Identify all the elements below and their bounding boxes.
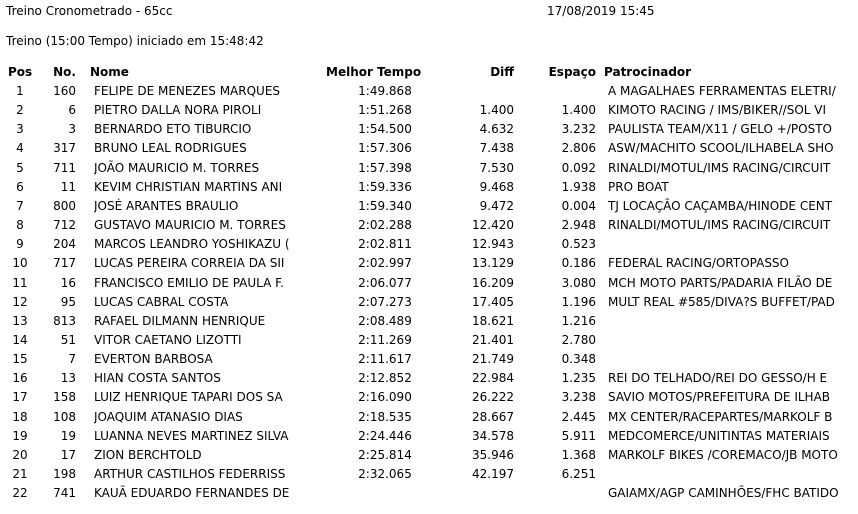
pos-cell: 11 [12, 275, 28, 290]
name-cell: EVERTON BARBOSA [94, 352, 213, 367]
pos-cell: 20 [12, 447, 28, 462]
diff-cell: 21.401 [472, 332, 514, 347]
table-row [0, 485, 858, 501]
pos-cell: 22 [12, 486, 28, 501]
gap-cell: 2.806 [561, 141, 596, 156]
gap-cell: 1.400 [561, 103, 596, 118]
sponsor-cell: KIMOTO RACING / IMS/BIKER//SOL VI [608, 103, 827, 118]
diff-cell: 13.129 [472, 256, 514, 271]
table-row [0, 102, 858, 118]
best-time-cell: 2:32.065 [358, 467, 412, 481]
gap-cell: 1.235 [561, 371, 596, 386]
table-row [0, 428, 858, 444]
pos-cell: 2 [16, 103, 24, 118]
diff-cell: 22.984 [472, 371, 514, 386]
gap-cell: 2.445 [561, 409, 596, 424]
name-cell: BRUNO LEAL RODRIGUES [94, 141, 247, 156]
gap-cell: 0.004 [561, 198, 596, 213]
table-row [0, 275, 858, 291]
pos-cell: 13 [12, 313, 28, 328]
sponsor-cell: MARKOLF BIKES /COREMACO/JB MOTO [608, 447, 838, 462]
sponsor-cell: MCH MOTO PARTS/PADARIA FILÃO DE [608, 275, 833, 290]
best-time-cell: 2:11.617 [358, 352, 412, 367]
sponsor-cell: GAIAMX/AGP CAMINHÕES/FHC BATIDO [608, 486, 839, 501]
table-row [0, 294, 858, 310]
sponsor-cell: A MAGALHAES FERRAMENTAS ELETRI/ [608, 84, 836, 98]
diff-cell: 7.530 [479, 160, 514, 175]
name-cell: KAUÃ EDUARDO FERNANDES DE [94, 486, 290, 501]
pos-cell: 3 [16, 122, 24, 137]
sponsor-cell: FEDERAL RACING/ORTOPASSO [608, 256, 789, 271]
col-diff-header: Diff [490, 65, 514, 79]
session-datetime: 17/08/2019 15:45 [547, 4, 655, 18]
name-cell: MARCOS LEANDRO YOSHIKAZU ( [94, 237, 290, 252]
name-cell: LUIZ HENRIQUE TAPARI DOS SA [94, 390, 283, 405]
number-cell: 11 [60, 179, 76, 194]
best-time-cell: 1:51.268 [358, 103, 412, 118]
gap-cell: 1.938 [561, 179, 596, 194]
gap-cell: 1.196 [561, 294, 596, 309]
gap-cell: 3.080 [561, 275, 596, 290]
name-cell: BERNARDO ETO TIBURCIO [94, 122, 252, 137]
best-time-cell: 2:18.535 [358, 409, 412, 424]
number-cell: 6 [68, 103, 76, 118]
table-row [0, 370, 858, 386]
pos-cell: 15 [12, 352, 28, 367]
pos-cell: 18 [12, 409, 28, 424]
table-row [0, 313, 858, 329]
pos-cell: 17 [12, 390, 28, 405]
best-time-cell: 2:02.288 [358, 218, 412, 233]
col-pos-header: Pos [8, 65, 33, 79]
gap-cell: 0.523 [561, 237, 596, 252]
pos-cell: 10 [12, 256, 28, 271]
table-row [0, 217, 858, 233]
best-time-cell: 1:49.868 [358, 84, 412, 98]
table-row [0, 179, 858, 195]
name-cell: LUANNA NEVES MARTINEZ SILVA [94, 428, 289, 443]
number-cell: 17 [60, 447, 76, 462]
session-title: Treino Cronometrado - 65cc [6, 4, 173, 18]
best-time-cell: 2:24.446 [358, 428, 412, 443]
gap-cell: 2.780 [561, 332, 596, 347]
diff-cell: 18.621 [472, 313, 514, 328]
best-time-cell: 1:57.398 [358, 160, 412, 175]
gap-cell: 1.216 [561, 313, 596, 328]
best-time-cell: 1:57.306 [358, 141, 412, 156]
name-cell: ZION BERCHTOLD [94, 447, 202, 462]
name-cell: KEVIM CHRISTIAN MARTINS ANI [94, 179, 283, 194]
name-cell: JOAQUIM ATANASIO DIAS [94, 409, 243, 424]
table-row [0, 332, 858, 348]
best-time-cell: 1:54.500 [358, 122, 412, 137]
gap-cell: 0.186 [561, 256, 596, 271]
number-cell: 800 [53, 198, 76, 213]
name-cell: JOSÉ ARANTES BRAULIO [94, 198, 239, 213]
table-row [0, 83, 858, 99]
col-gap-header: Espaço [548, 65, 596, 79]
table-row [0, 447, 858, 463]
diff-cell: 9.472 [479, 198, 514, 213]
table-row [0, 140, 858, 156]
table-row [0, 121, 858, 137]
best-time-cell: 2:07.273 [358, 294, 412, 309]
best-time-cell: 2:08.489 [358, 313, 412, 328]
name-cell: FRANCISCO EMILIO DE PAULA F. [94, 275, 284, 290]
number-cell: 108 [53, 409, 76, 424]
number-cell: 813 [53, 313, 76, 328]
gap-cell: 3.238 [561, 390, 596, 405]
number-cell: 13 [60, 371, 76, 386]
number-cell: 95 [60, 294, 76, 309]
number-cell: 204 [53, 237, 76, 252]
number-cell: 16 [60, 275, 76, 290]
sponsor-cell: PAULISTA TEAM/X11 / GELO +/POSTO [608, 122, 832, 137]
col-best-header: Melhor Tempo [326, 65, 422, 79]
diff-cell: 16.209 [472, 275, 514, 290]
pos-cell: 12 [12, 294, 28, 309]
sponsor-cell: RINALDI/MOTUL/IMS RACING/CIRCUIT [608, 160, 831, 175]
name-cell: FELIPE DE MENEZES MARQUES [94, 84, 281, 98]
gap-cell: 0.092 [561, 160, 596, 175]
number-cell: 717 [53, 256, 76, 271]
best-time-cell: 2:12.852 [358, 371, 412, 386]
number-cell: 51 [60, 332, 76, 347]
table-header [0, 64, 858, 80]
col-sponsor-header: Patrocinador [604, 65, 692, 79]
best-time-cell: 1:59.336 [358, 179, 412, 194]
number-cell: 160 [53, 84, 76, 98]
pos-cell: 1 [16, 84, 24, 98]
sponsor-cell: TJ LOCAÇÃO CAÇAMBA/HINODE CENT [608, 198, 833, 213]
number-cell: 7 [68, 352, 76, 367]
best-time-cell: 2:16.090 [358, 390, 412, 405]
gap-cell: 0.348 [561, 352, 596, 367]
table-row [0, 466, 858, 482]
number-cell: 158 [53, 390, 76, 405]
name-cell: GUSTAVO MAURICIO M. TORRES [94, 218, 286, 233]
number-cell: 19 [60, 428, 76, 443]
best-time-cell: 1:59.340 [358, 198, 412, 213]
table-row [0, 160, 858, 176]
diff-cell: 28.667 [472, 409, 514, 424]
table-row [0, 409, 858, 425]
name-cell: JOÃO MAURICIO M. TORRES [94, 160, 260, 175]
number-cell: 712 [53, 218, 76, 233]
name-cell: LUCAS CABRAL COSTA [94, 294, 229, 309]
table-row [0, 255, 858, 271]
pos-cell: 6 [16, 179, 24, 194]
session-subtitle: Treino (15:00 Tempo) iniciado em 15:48:42 [6, 34, 264, 48]
name-cell: LUCAS PEREIRA CORREIA DA SII [94, 256, 285, 271]
pos-cell: 5 [16, 160, 24, 175]
best-time-cell: 2:25.814 [358, 447, 412, 462]
table-row [0, 389, 858, 405]
col-name-header: Nome [90, 65, 129, 79]
diff-cell: 12.943 [472, 237, 514, 252]
diff-cell: 34.578 [472, 428, 514, 443]
diff-cell: 26.222 [472, 390, 514, 405]
gap-cell: 3.232 [561, 122, 596, 137]
diff-cell: 4.632 [479, 122, 514, 137]
number-cell: 711 [53, 160, 76, 175]
col-no-header: No. [53, 65, 76, 79]
pos-cell: 16 [12, 371, 28, 386]
pos-cell: 7 [16, 198, 24, 213]
table-row [0, 236, 858, 252]
pos-cell: 21 [12, 467, 28, 481]
best-time-cell: 2:06.077 [358, 275, 412, 290]
pos-cell: 9 [16, 237, 24, 252]
diff-cell: 35.946 [472, 447, 514, 462]
gap-cell: 5.911 [561, 428, 596, 443]
diff-cell: 1.400 [479, 103, 514, 118]
diff-cell: 17.405 [472, 294, 514, 309]
sponsor-cell: MX CENTER/RACEPARTES/MARKOLF B [608, 409, 833, 424]
name-cell: RAFAEL DILMANN HENRIQUE [94, 313, 266, 328]
sponsor-cell: MULT REAL #585/DIVA?S BUFFET/PAD [608, 294, 835, 309]
pos-cell: 4 [16, 141, 24, 156]
sponsor-cell: PRO BOAT [608, 179, 669, 194]
sponsor-cell: ASW/MACHITO SCOOL/ILHABELA SHO [608, 141, 834, 156]
pos-cell: 8 [16, 218, 24, 233]
diff-cell: 42.197 [472, 467, 514, 481]
number-cell: 317 [53, 141, 76, 156]
name-cell: ARTHUR CASTILHOS FEDERRISS [94, 467, 286, 481]
gap-cell: 2.948 [561, 218, 596, 233]
name-cell: HIAN COSTA SANTOS [94, 371, 221, 386]
gap-cell: 1.368 [561, 447, 596, 462]
gap-cell: 6.251 [561, 467, 596, 481]
table-row [0, 198, 858, 214]
number-cell: 741 [53, 486, 76, 501]
diff-cell: 9.468 [479, 179, 514, 194]
pos-cell: 14 [12, 332, 28, 347]
sponsor-cell: SAVIO MOTOS/PREFEITURA DE ILHAB [608, 390, 831, 405]
diff-cell: 7.438 [479, 141, 514, 156]
diff-cell: 12.420 [472, 218, 514, 233]
best-time-cell: 2:02.997 [358, 256, 412, 271]
number-cell: 198 [53, 467, 76, 481]
diff-cell: 21.749 [472, 352, 514, 367]
sponsor-cell: MEDCOMERCE/UNITINTAS MATERIAIS [608, 428, 830, 443]
best-time-cell: 2:11.269 [358, 332, 412, 347]
best-time-cell: 2:02.811 [358, 237, 412, 252]
name-cell: VITOR CAETANO LIZOTTI [94, 332, 242, 347]
table-row [0, 351, 858, 367]
sponsor-cell: REI DO TELHADO/REI DO GESSO/H E [608, 371, 828, 386]
sponsor-cell: RINALDI/MOTUL/IMS RACING/CIRCUIT [608, 218, 831, 233]
number-cell: 3 [68, 122, 76, 137]
name-cell: PIETRO DALLA NORA PIROLI [94, 103, 262, 118]
pos-cell: 19 [12, 428, 28, 443]
